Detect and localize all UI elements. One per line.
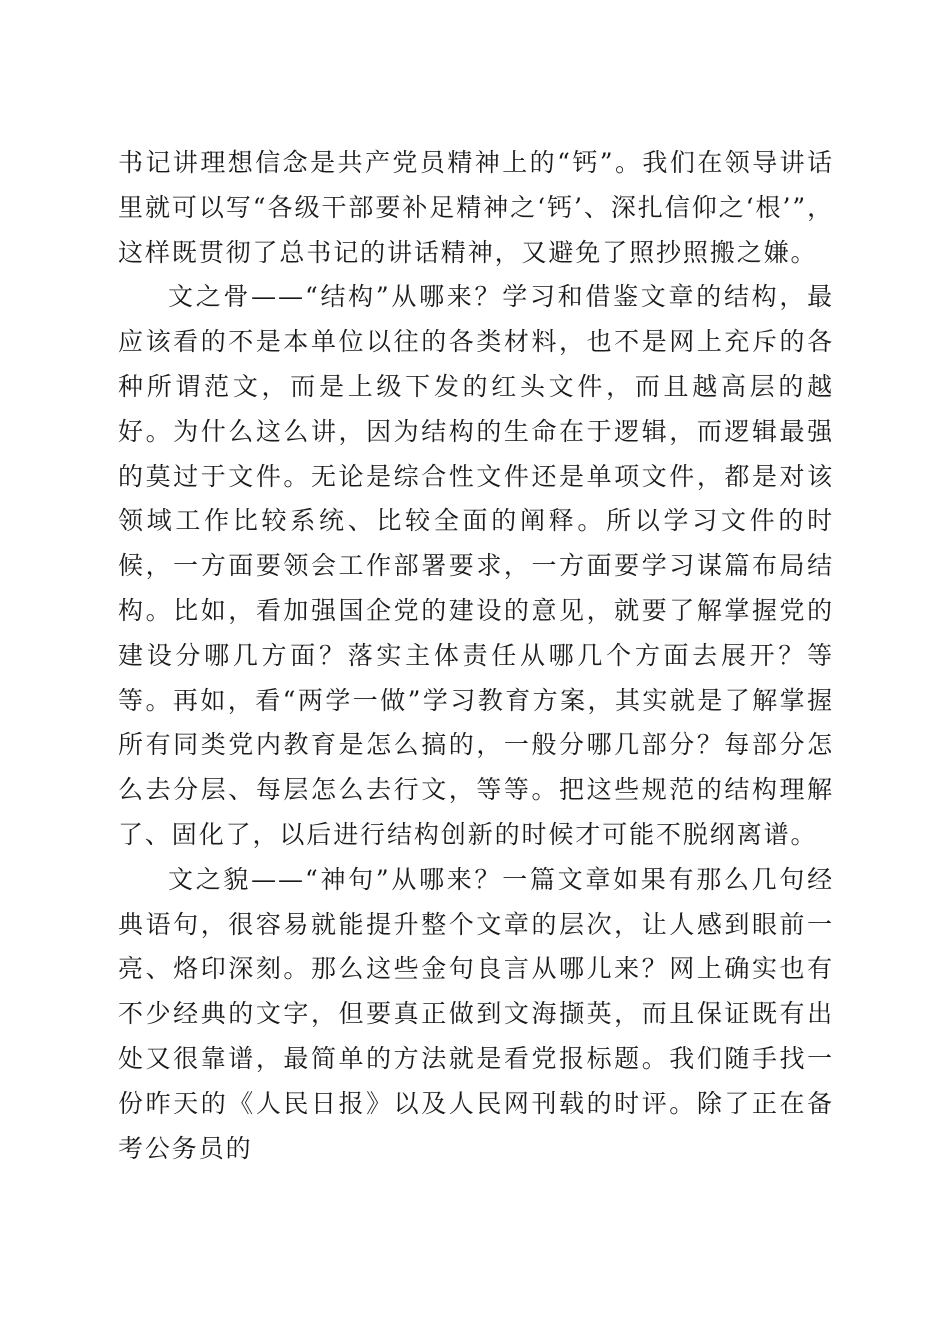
- paragraph-phrases: 文之貌——“神句”从哪来？一篇文章如果有那么几句经典语句，很容易就能提升整个文章的层次，让人感到眼前一亮、烙印深刻。那么这些金句良言从哪儿来？网上确实也有不少经典的文字，但要真正做到文海撷英，而且保证既有出处又很靠谱，最简单的方法就是看党报标题。我们随手找一份昨天的《人民日报》以及人民网刊载的时评。除了正在备考公务员的: [118, 864, 834, 1163]
- paragraph-structure: 文之骨——“结构”从哪来？学习和借鉴文章的结构，最应该看的不是本单位以往的各类材料，也不是网上充斥的各种所谓范文，而是上级下发的红头文件，而且越高层的越好。为什么这么讲，因为结构的生命在于逻辑，而逻辑最强的莫过于文件。无论是综合性文件还是单项文件，都是对该领域工作比较系统、比较全面的阐释。所以学习文件的时候，一方面要领会工作部署要求，一方面要学习谋篇布局结构。比如，看加强国企党的建设的意见，就要了解掌握党的建设分哪几方面？落实主体责任从哪几个方面去展开？等等。再如，看“两学一做”学习教育方案，其实就是了解掌握所有同类党内教育是怎么搞的，一般分哪几部分？每部分怎么去分层、每层怎么去行文，等等。把这些规范的结构理解了、固化了，以后进行结构创新的时候才可能不脱纲离谱。: [118, 282, 834, 849]
- paragraph-continuation: 书记讲理想信念是共产党员精神上的“钙”。我们在领导讲话里就可以写“各级干部要补足精神之‘钙’、深扎信仰之‘根’”，这样既贯彻了总书记的讲话精神，又避免了照抄照搬之嫌。: [118, 148, 834, 267]
- document-body: [118, 141, 834, 1171]
